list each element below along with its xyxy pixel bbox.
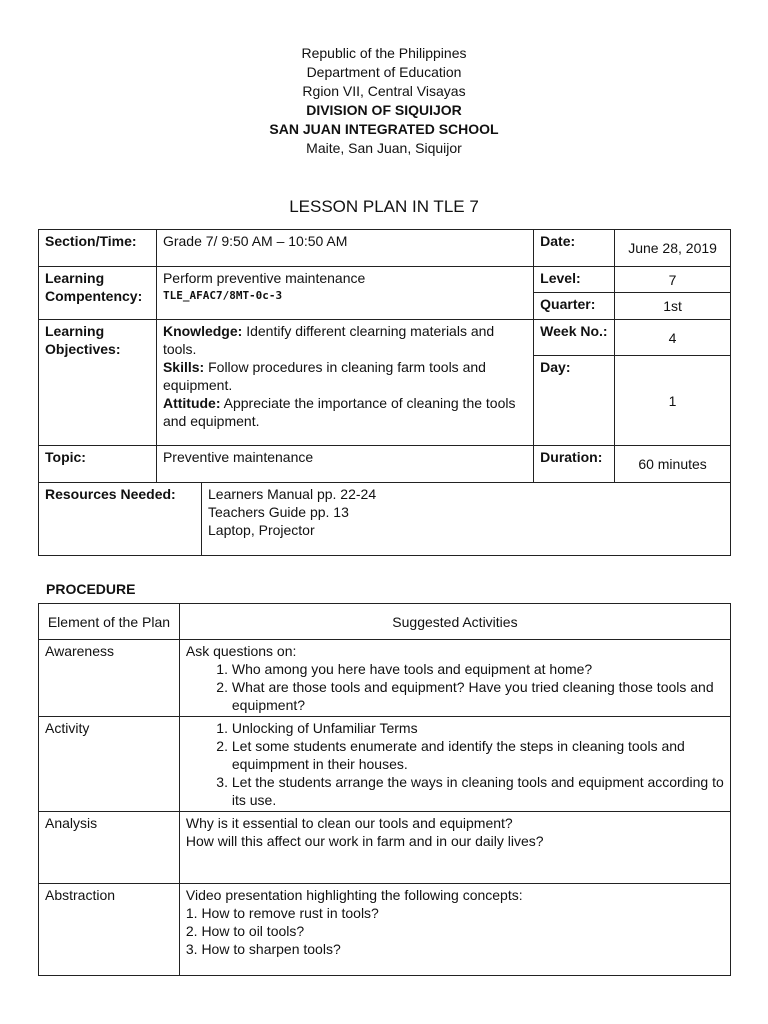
section-value: Grade 7/ 9:50 AM – 10:50 AM xyxy=(156,230,533,267)
date-value: June 28, 2019 xyxy=(615,230,731,267)
awareness-intro: Ask questions on: xyxy=(185,643,297,659)
activity-cell xyxy=(179,717,730,812)
header-republic: Republic of the Philippines xyxy=(301,45,467,61)
competency-label: Learning Compentency: xyxy=(39,267,157,320)
objective-skills: Skills: Follow procedures in cleaning farm tools and equipment. xyxy=(162,359,486,393)
abstraction-line: 2. How to oil tools? xyxy=(185,923,305,939)
resources-row xyxy=(39,483,731,556)
list-item: 1. Who among you here have tools and equipment at home? xyxy=(232,660,724,678)
day-value: 1 xyxy=(615,356,731,446)
list-item: 3. Let the students arrange the ways in cleaning tools and equipment according to its use. xyxy=(232,773,724,809)
header-school: SAN JUAN INTEGRATED SCHOOL xyxy=(269,121,499,137)
level-value: 7 xyxy=(615,267,731,293)
competency-cell xyxy=(156,267,533,320)
abstraction-cell xyxy=(179,884,730,976)
topic-label: Topic: xyxy=(39,446,157,483)
list-item: 2. Let some students enumerate and identify the steps in cleaning tools and equimpment in their houses. xyxy=(232,737,724,773)
header-department: Department of Education xyxy=(306,64,462,80)
abstraction-line: 3. How to sharpen tools? xyxy=(185,941,341,957)
objective-knowledge: Knowledge: Identify different clearning materials and tools. xyxy=(162,323,495,357)
header-division: DIVISION OF SIQUIJOR xyxy=(306,102,462,118)
resources-list xyxy=(202,483,376,555)
procedure-title: PROCEDURE xyxy=(46,581,136,597)
day-label: Day: xyxy=(534,356,615,446)
document-header xyxy=(0,44,768,158)
col-header-activities: Suggested Activities xyxy=(179,604,730,640)
awareness-cell xyxy=(179,640,730,717)
objective-attitude: Attitude: Appreciate the importance of cleaning the tools and equipment. xyxy=(162,395,516,429)
quarter-label: Quarter: xyxy=(534,293,615,320)
resource-item: Teachers Guide pp. 13 xyxy=(208,504,349,520)
resources-label: Resources Needed: xyxy=(39,483,202,555)
header-address: Maite, San Juan, Siquijor xyxy=(306,140,462,156)
level-label: Level: xyxy=(534,267,615,293)
date-label: Date: xyxy=(534,230,615,267)
week-label: Week No.: xyxy=(534,320,615,356)
analysis-line: How will this affect our work in farm and in our daily lives? xyxy=(185,833,544,849)
awareness-list xyxy=(186,660,724,714)
resource-item: Laptop, Projector xyxy=(208,522,315,538)
col-header-element: Element of the Plan xyxy=(39,604,180,640)
activity-list xyxy=(186,719,724,809)
analysis-line: Why is it essential to clean our tools and equipment? xyxy=(185,815,513,831)
abstraction-line: Video presentation highlighting the following concepts: xyxy=(185,887,523,903)
week-value: 4 xyxy=(615,320,731,356)
duration-label: Duration: xyxy=(534,446,615,483)
abstraction-label: Abstraction xyxy=(39,884,180,976)
header-region: Rgion VII, Central Visayas xyxy=(302,83,466,99)
analysis-cell xyxy=(179,812,730,884)
analysis-label: Analysis xyxy=(39,812,180,884)
competency-value: Perform preventive maintenance xyxy=(162,270,366,286)
list-item: 2. What are those tools and equipment? Have you tried cleaning those tools and equipment? xyxy=(232,678,724,714)
awareness-label: Awareness xyxy=(39,640,180,717)
objectives-label: Learning Objectives: xyxy=(39,320,157,446)
activity-label: Activity xyxy=(39,717,180,812)
procedure-table xyxy=(38,603,731,976)
topic-value: Preventive maintenance xyxy=(156,446,533,483)
list-item: 1. Unlocking of Unfamiliar Terms xyxy=(232,719,724,737)
quarter-value: 1st xyxy=(615,293,731,320)
section-label: Section/Time: xyxy=(39,230,157,267)
abstraction-line: 1. How to remove rust in tools? xyxy=(185,905,379,921)
lesson-info-table xyxy=(38,229,731,556)
competency-code: TLE_AFAC7/8MT-0c-3 xyxy=(162,289,283,302)
objectives-cell xyxy=(156,320,533,446)
page-title: LESSON PLAN IN TLE 7 xyxy=(289,197,479,216)
resource-item: Learners Manual pp. 22-24 xyxy=(208,486,377,502)
duration-value: 60 minutes xyxy=(615,446,731,483)
